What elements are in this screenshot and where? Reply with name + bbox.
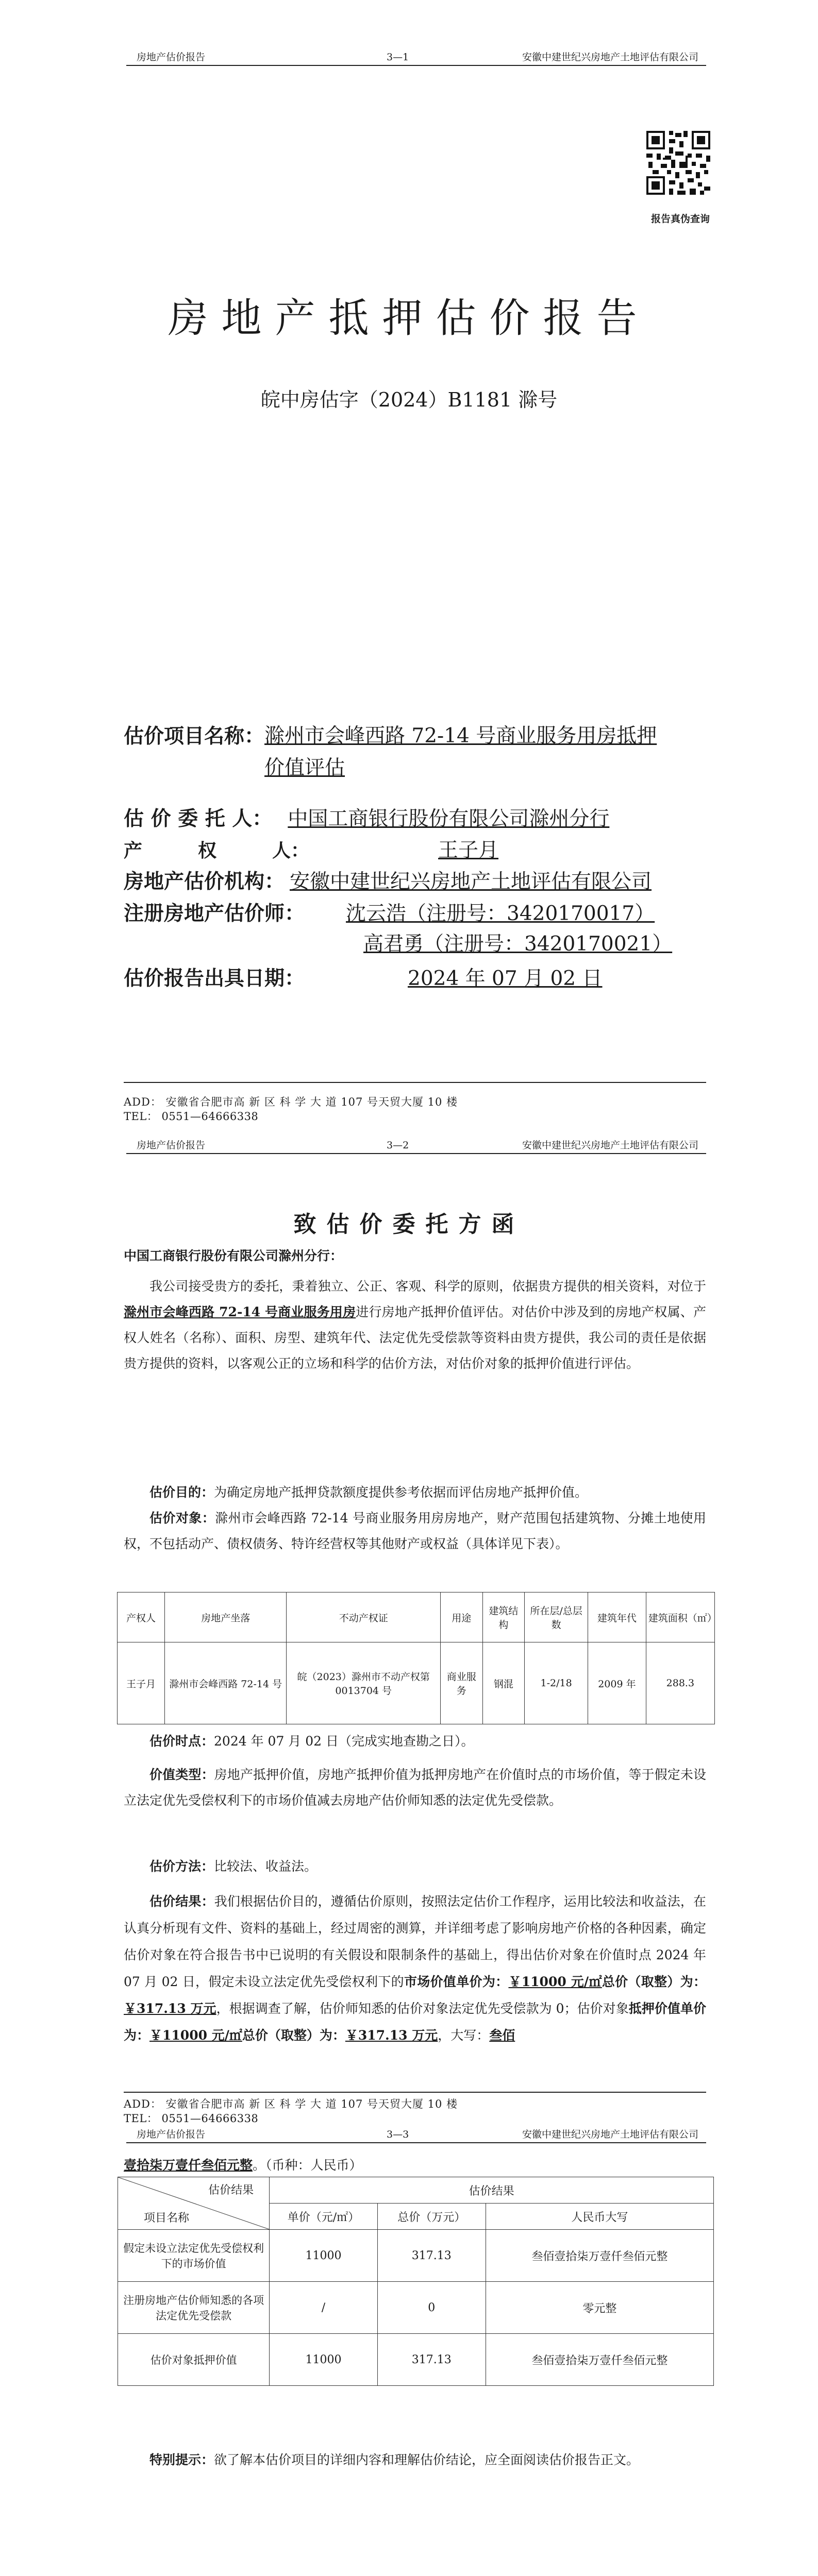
page-header-2 (126, 1139, 706, 1154)
field-label: 估价报告出具日期： (124, 967, 305, 990)
letter-intro (124, 1274, 706, 1377)
corner-bottom-label: 项目名称 (144, 2212, 190, 2225)
footer-tel: TEL： 0551—64666338 (124, 1110, 259, 1123)
currency-note: 。（币种：人民币） (253, 2158, 362, 2173)
table-header-cell: 不动产权证 (287, 1592, 441, 1642)
table-header-cell: 产权人 (118, 1592, 165, 1642)
method-label: 估价方法： (149, 1859, 214, 1874)
letter-title: 致估价委托方函 (293, 1211, 525, 1238)
table-cell: 滁州市会峰西路 72-14 号 (164, 1642, 287, 1724)
header-page: 3—3 (387, 2129, 409, 2140)
table-cell: 11000 (270, 2334, 378, 2386)
company-seal-line (309, 2571, 670, 2576)
table-cell: 317.13 (377, 2230, 486, 2282)
table-cell: / (270, 2282, 378, 2334)
amount-in-words-start: 叁佰 (489, 2028, 515, 2043)
property-table (117, 1592, 715, 1724)
method-text: 比较法、收益法。 (214, 1859, 318, 1874)
amount-in-words-end: 壹拾柒万壹仟叁佰元整 (124, 2158, 253, 2173)
table-cell: 注册房地产估价师知悉的各项法定优先受偿款 (118, 2282, 270, 2334)
market-unit-value: ￥11000 元/㎡ (508, 1974, 602, 1989)
qr-caption: 报告真伪查询 (650, 213, 710, 225)
date-label: 估价时点： (149, 1734, 214, 1749)
field-value: 安徽中建世纪兴房地产土地评估有限公司 (290, 870, 652, 893)
page-footer-1 (124, 1095, 706, 1124)
valuation-table (118, 2177, 714, 2386)
header-right: 安徽中建世纪兴房地产土地评估有限公司 (522, 1140, 698, 1151)
report-title: 房地产抵押估价报告 (168, 295, 650, 342)
market-unit-label: 市场价值单价为： (404, 1974, 509, 1989)
footer-address: ADD： 安徽省合肥市高 新 区 科 学 大 道 107 号天贸大厦 10 楼 (124, 1096, 458, 1108)
field-label: 估 价 委 托 人： (124, 807, 273, 831)
letter-addressee: 中国工商银行股份有限公司滁州分行： (124, 1248, 343, 1263)
result-text: 我们根据估价目的，遵循估价原则，按照法定估价工作程序，运用比较法和收益法，在认真分析现有文件、资料的基础上，经过周密的测算，并详细考虑了影响房地产价格的各种因素，确定估价对象在符合报告书中已说明的有关假设和限制条件的基础上，得出估价对象在价值时点 2024 年 07 月 02 日，假定未设立法定优先受偿权利下的 (124, 1894, 706, 1989)
mortgage-unit-value: ￥11000 元/㎡ (149, 2028, 242, 2043)
divider (124, 1082, 706, 1083)
field-client (124, 803, 625, 835)
header-left: 房地产估价报告 (137, 52, 206, 63)
table-row (118, 2334, 714, 2386)
table-header-cell: 人民币大写 (486, 2204, 713, 2230)
result-text-2: ，根据调查了解，估价师知悉的估价对象法定优先受偿款为 0；估价对象 (216, 2001, 629, 2016)
signoff (309, 2571, 670, 2576)
letter-object (124, 1505, 706, 1557)
table-header-cell: 用途 (440, 1592, 482, 1642)
field-appraiser-2 (307, 928, 688, 960)
field-value: 中国工商银行股份有限公司滁州分行 (288, 807, 610, 831)
header-page: 3—2 (387, 1140, 409, 1151)
table-cell: 0 (377, 2282, 486, 2334)
date-text: 2024 年 07 月 02 日（完成实地查勘之日）。 (214, 1734, 474, 1749)
field-owner (124, 835, 560, 867)
result-text-3: ，大写： (438, 2028, 490, 2043)
table-header-row (118, 2177, 714, 2204)
intro-text: 我公司接受贵方的委托，秉着独立、公正、客观、科学的原则，依据贵方提供的相关资料，对位于 (149, 1279, 706, 1294)
purpose-text: 为确定房地产抵押贷款额度提供参考依据而评估房地产抵押价值。 (214, 1485, 588, 1500)
type-text: 房地产抵押价值，房地产抵押价值为抵押房地产在价值时点的市场价值，等于假定未设立法定优先受偿权利下的市场价值减去房地产估价师知悉的法定优先受偿款。 (124, 1767, 706, 1808)
table-cell: 皖（2023）滁州市不动产权第 0013704 号 (287, 1642, 441, 1724)
letter-value-type (124, 1762, 706, 1814)
result-label: 估价结果： (149, 1894, 214, 1909)
field-project-name (124, 720, 672, 784)
type-label: 价值类型： (149, 1767, 214, 1782)
market-total-value: ￥317.13 万元 (124, 2001, 216, 2016)
field-agency (124, 866, 657, 898)
intro-location: 滁州市会峰西路 72-14 号商业服务用房 (124, 1304, 356, 1319)
table-cell: 商业服务 (440, 1642, 482, 1724)
mortgage-total-label: 总价（取整）为： (242, 2028, 345, 2043)
field-label: 产 权 人： (124, 840, 310, 861)
table-cell: 11000 (270, 2230, 378, 2282)
note-text: 欲了解本估价项目的详细内容和理解估价结论，应全面阅读估价报告正文。 (214, 2452, 640, 2467)
field-label: 估价项目名称： (124, 724, 265, 748)
table-header-row (118, 1592, 715, 1642)
letter-date (124, 1728, 706, 1754)
table-header-cell: 建筑结构 (482, 1592, 525, 1642)
footer-tel: TEL： 0551—64666338 (124, 2112, 259, 2125)
object-text: 滁州市会峰西路 72-14 号商业服务用房房地产，财产范围包括建筑物、分摊土地使用权，不包括动产、债权债务、特许经营权等其他财产或权益（具体详见下表）。 (124, 1511, 706, 1551)
page-header-1 (126, 50, 706, 66)
field-value: 沈云浩（注册号：3420170017） (346, 902, 655, 925)
table-header-cell: 建筑年代 (588, 1592, 646, 1642)
table-cell: 叁佰壹拾柒万壹仟叁佰元整 (486, 2334, 713, 2386)
table-cell: 317.13 (377, 2334, 486, 2386)
field-value: 高君勇（注册号：3420170021） (363, 933, 673, 956)
table-cell: 假定未设立法定优先受偿权利下的市场价值 (118, 2230, 270, 2282)
mortgage-total-value: ￥317.13 万元 (345, 2028, 438, 2043)
field-appraiser-1 (124, 897, 670, 930)
table-header-cell: 单价（元/㎡） (270, 2204, 378, 2230)
field-value: 2024 年 07 月 02 日 (408, 967, 603, 990)
special-note (124, 2447, 706, 2473)
page-footer-2 (124, 2092, 706, 2126)
field-value: 滁州市会峰西路 72-14 号商业服务用房抵押价值评估 (264, 724, 657, 779)
table-row (118, 2230, 714, 2282)
table-cell: 288.3 (646, 1642, 714, 1724)
field-report-date (124, 962, 664, 995)
table-row (118, 1642, 715, 1724)
table-cell: 叁佰壹拾柒万壹仟叁佰元整 (486, 2230, 713, 2282)
mortgage-unit-label: 抵押价值单价为： (124, 2001, 706, 2043)
table-header-cell: 房地产坐落 (164, 1592, 287, 1642)
field-label: 房地产估价机构： (124, 870, 285, 893)
intro-text-2: 进行房地产抵押价值评估。对估价中涉及到的房地产权属、产权人姓名（名称）、面积、房型、建筑年代、法定优先受偿款等资料由贵方提供，我公司的责任是依据贵方提供的资料，以客观公正的立场和科学的估价方法，对估价对象的抵押价值进行评估。 (124, 1304, 706, 1371)
header-left: 房地产估价报告 (137, 1140, 206, 1151)
table-header-cell: 建筑面积（㎡） (646, 1592, 714, 1642)
header-page: 3—1 (387, 52, 409, 63)
table-header-cell: 所在层/总层数 (525, 1592, 588, 1642)
report-number: 皖中房估字（2024）B1181 滁号 (260, 388, 558, 411)
purpose-label: 估价目的： (149, 1485, 214, 1500)
letter-purpose (124, 1480, 706, 1505)
page-header-3 (126, 2128, 706, 2143)
table-cell: 王子月 (118, 1642, 165, 1724)
amount-in-words-line (124, 2153, 706, 2178)
table-cell: 零元整 (486, 2282, 713, 2334)
table-cell: 钢混 (482, 1642, 525, 1724)
table-cell: 2009 年 (588, 1642, 646, 1724)
footer-address: ADD： 安徽省合肥市高 新 区 科 学 大 道 107 号天贸大厦 10 楼 (124, 2098, 458, 2110)
header-left: 房地产估价报告 (137, 2129, 206, 2140)
table-cell: 1-2/18 (525, 1642, 588, 1724)
field-value: 王子月 (438, 839, 499, 862)
qr-code[interactable] (644, 129, 712, 197)
note-label: 特别提示： (149, 2452, 214, 2467)
table-row (118, 2282, 714, 2334)
object-label: 估价对象： (149, 1511, 215, 1526)
corner-top-label: 估价结果 (208, 2184, 254, 2197)
header-right: 安徽中建世纪兴房地产土地评估有限公司 (522, 2129, 698, 2140)
market-total-label: 总价（取整）为： (602, 1974, 706, 1989)
field-label: 注册房地产估价师： (124, 902, 305, 925)
header-right: 安徽中建世纪兴房地产土地评估有限公司 (522, 52, 698, 63)
group-header: 估价结果 (270, 2177, 714, 2204)
letter-result (124, 1888, 706, 2049)
letter-method (124, 1854, 706, 1879)
table-header-cell: 总价（万元） (377, 2204, 486, 2230)
table-cell: 估价对象抵押价值 (118, 2334, 270, 2386)
diagonal-header-cell (118, 2177, 270, 2230)
